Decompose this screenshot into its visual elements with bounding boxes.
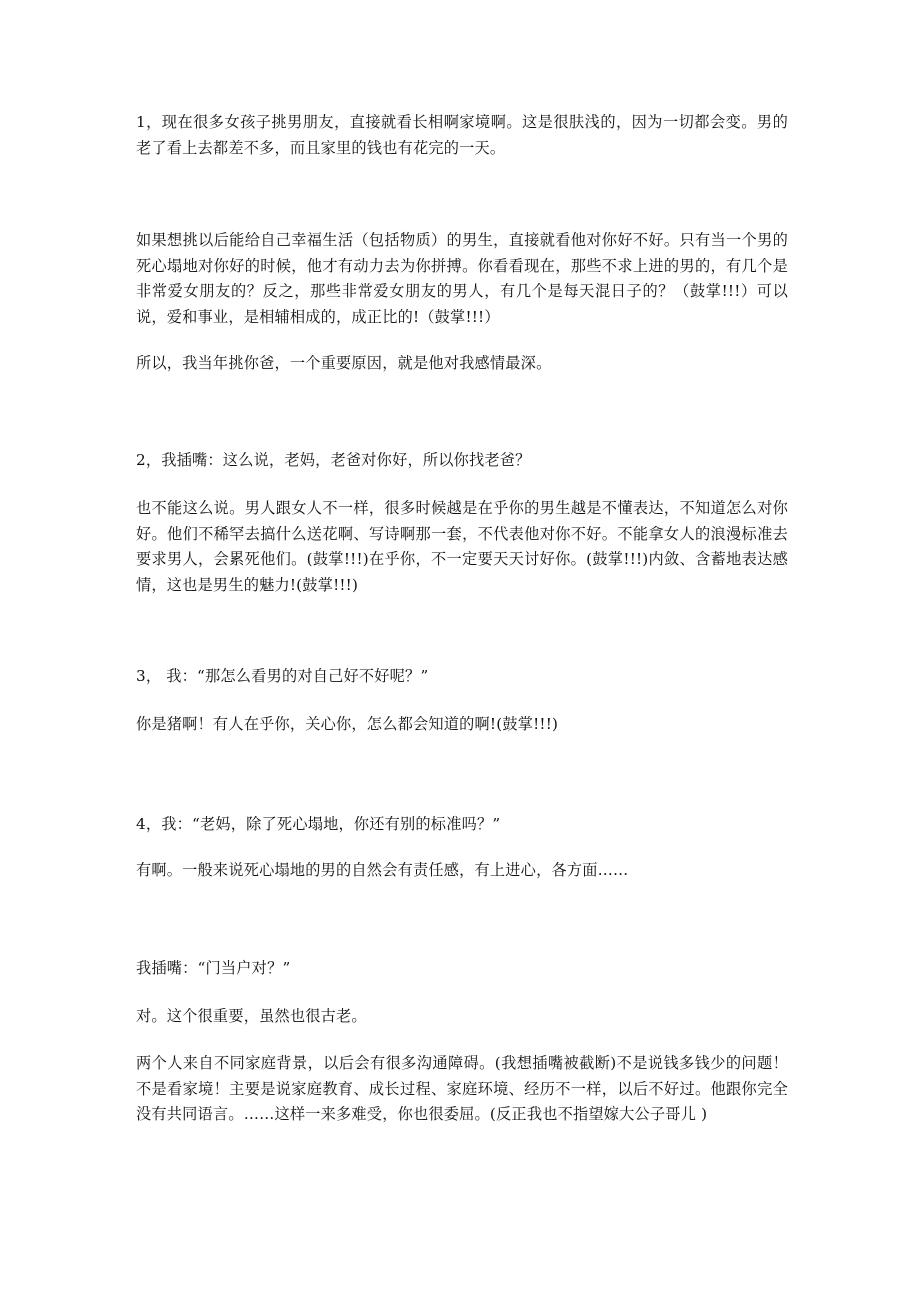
paragraph-3-reason: 所以，我当年挑你爸，一个重要原因，就是他对我感情最深。 [136,354,552,372]
paragraph-11-answer: 对。这个很重要，虽然也很古老。 [136,1007,367,1025]
paragraph-7-answer: 你是猪啊！有人在乎你，关心你，怎么都会知道的啊!(鼓掌!!!) [136,715,559,733]
paragraph-4-question: 2，我插嘴：这么说，老妈，老爸对你好，所以你找老爸？ [136,451,531,469]
paragraph-8-question: 4，我：“老妈，除了死心塌地，你还有别的标准吗？” [136,815,501,833]
paragraph-2-choose-by-care: 如果想挑以后能给自己幸福生活（包括物质）的男生，直接就看他对你好不好。只有当一个男的死心塌地对你好的时候，他才有动力去为你拼搏。你看看现在，那些不求上进的男的，有几个是非常爱女朋友的？反之，那些非常爱女朋友的男人，有几个是每天混日子的？（鼓掌!!!）可以说，爱和事业，是相辅相成的，成正比的!（鼓掌!!!） [136,231,788,326]
paragraph-12-background: 两个人来自不同家庭背景，以后会有很多沟通障碍。(我想插嘴被截断)不是说钱多钱少的问题！不是看家境！主要是说家庭教育、成长过程、家庭环境、经历不一样，以后不好过。他跟你完全没有共同语言。……这样一来多难受，你也很委屈。(反正我也不指望嫁大公子哥儿 ) [136,1054,788,1124]
paragraph-5-men-differ: 也不能这么说。男人跟女人不一样，很多时候越是在乎你的男生越是不懂表达，不知道怎么对你好。他们不稀罕去搞什么送花啊、写诗啊那一套，不代表他对你不好。不能拿女人的浪漫标准去要求男人，会累死他们。(鼓掌!!!)在乎你，不一定要天天讨好你。(鼓掌!!!)内敛、含蓄地表达感情，这也是男生的魅力!(鼓掌!!!) [136,499,788,594]
paragraph-6-question: 3， 我：“那怎么看男的对自己好不好呢？” [136,667,429,685]
paragraph-9-answer: 有啊。一般来说死心塌地的男的自然会有责任感，有上进心，各方面…… [136,861,629,879]
paragraph-1-intro: 1，现在很多女孩子挑男朋友，直接就看长相啊家境啊。这是很肤浅的，因为一切都会变。男的老了看上去都差不多，而且家里的钱也有花完的一天。 [136,113,788,157]
paragraph-10-interject: 我插嘴：“门当户对？” [136,959,291,977]
